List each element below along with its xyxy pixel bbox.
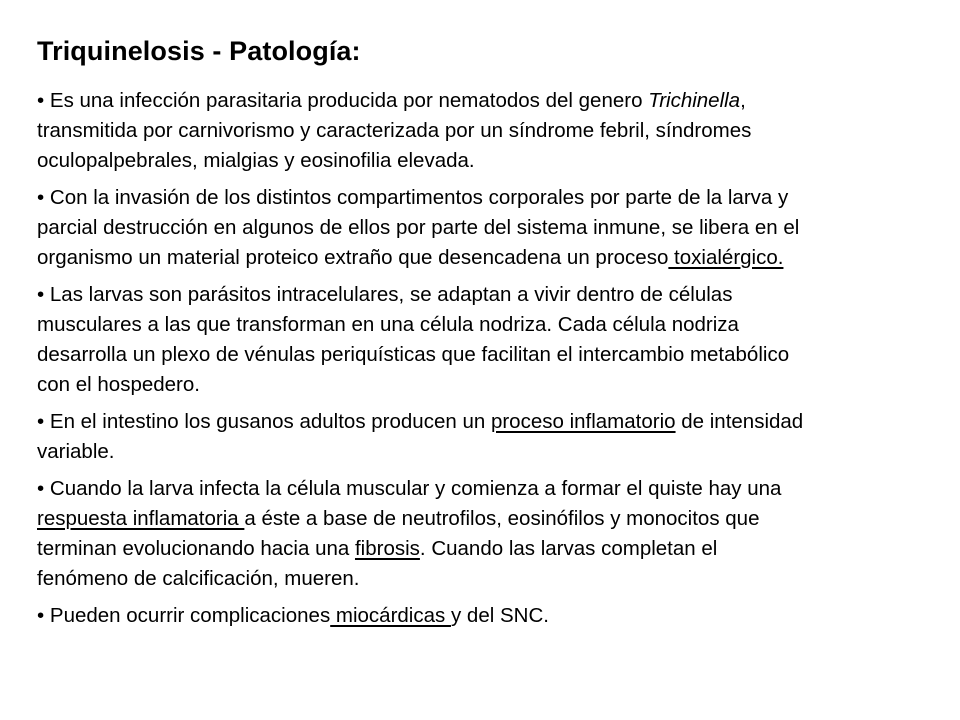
bullet-line <box>37 146 937 176</box>
underlined-term: miocárdicas <box>330 604 451 627</box>
bullet-item <box>37 407 937 467</box>
text-segment: organismo un material proteico extraño que desencadena un proceso <box>37 246 669 269</box>
text-segment: variable. <box>37 440 115 463</box>
text-segment: Es una infección parasitaria producida por nematodos del genero <box>49 89 649 112</box>
bullet-line <box>37 310 937 340</box>
text-segment: Con la invasión de los distintos compartimentos corporales por parte de la larva y <box>49 186 789 209</box>
bullet-line <box>37 437 937 467</box>
underlined-term: toxialérgico. <box>668 246 784 269</box>
text-segment: oculopalpebrales, mialgias y eosinofilia elevada. <box>37 149 475 172</box>
text-segment: fenómeno de calcificación, mueren. <box>37 567 360 590</box>
bullet-marker: • <box>37 283 45 306</box>
bullet-item <box>37 280 937 400</box>
bullet-item <box>37 474 937 594</box>
text-segment: parcial destrucción en algunos de ellos por parte del sistema inmune, se libera en el <box>37 216 800 239</box>
bullet-marker: • <box>37 604 45 627</box>
text-segment: a éste a base de neutrofilos, eosinófilos y monocitos que <box>244 507 760 530</box>
text-segment: desarrolla un plexo de vénulas periquísticas que facilitan el intercambio metabólico <box>37 343 790 366</box>
bullet-marker: • <box>37 186 45 209</box>
underlined-term: proceso inflamatorio <box>490 410 676 433</box>
text-segment: En el intestino los gusanos adultos producen un <box>49 410 491 433</box>
bullet-line <box>37 534 937 564</box>
bullet-line <box>37 213 937 243</box>
bullet-line <box>37 474 937 504</box>
bullet-marker: • <box>37 410 45 433</box>
underlined-term: respuesta inflamatoria <box>37 507 245 530</box>
text-segment: musculares a las que transforman en una célula nodriza. Cada célula nodriza <box>37 313 739 336</box>
bullet-line <box>37 407 937 437</box>
text-segment: , <box>740 89 746 112</box>
text-segment: terminan evolucionando hacia una <box>37 537 355 560</box>
bullet-item <box>37 183 937 273</box>
text-segment: . Cuando las larvas completan el <box>419 537 718 560</box>
bullet-line <box>37 86 937 116</box>
bullet-line <box>37 280 937 310</box>
text-segment: Cuando la larva infecta la célula muscular y comienza a formar el quiste hay una <box>49 477 782 500</box>
text-segment: y del SNC. <box>450 604 549 627</box>
bullet-marker: • <box>37 477 45 500</box>
underlined-term: fibrosis <box>354 537 420 560</box>
bullet-line <box>37 601 937 631</box>
bullet-line <box>37 183 937 213</box>
bullet-list <box>37 86 937 638</box>
slide-title: Triquinelosis - Patología: <box>37 36 361 66</box>
text-segment: con el hospedero. <box>37 373 200 396</box>
text-segment: Pueden ocurrir complicaciones <box>49 604 331 627</box>
bullet-line <box>37 564 937 594</box>
bullet-line <box>37 116 937 146</box>
bullet-line <box>37 340 937 370</box>
text-segment: Las larvas son parásitos intracelulares, se adaptan a vivir dentro de células <box>49 283 733 306</box>
text-segment: de intensidad <box>675 410 804 433</box>
bullet-line <box>37 504 937 534</box>
bullet-item <box>37 601 937 631</box>
text-segment: transmitida por carnivorismo y caracterizada por un síndrome febril, síndromes <box>37 119 752 142</box>
bullet-line <box>37 370 937 400</box>
bullet-marker: • <box>37 89 45 112</box>
bullet-item <box>37 86 937 176</box>
bullet-line <box>37 243 937 273</box>
italic-term: Trichinella <box>648 89 741 112</box>
